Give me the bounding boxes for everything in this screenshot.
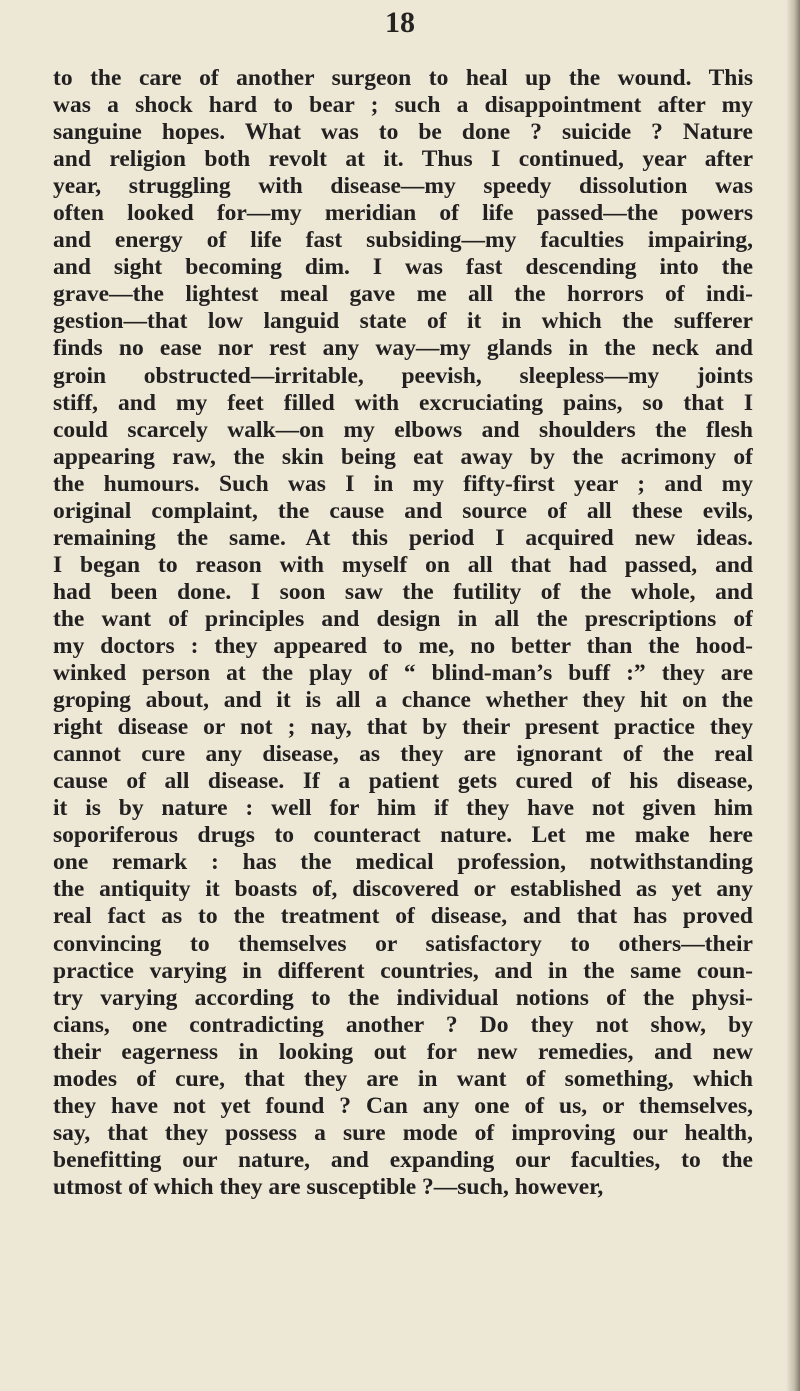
text-line: appearing raw, the skin being eat away by the acrimony of [53,443,753,470]
text-line: the want of principles and design in all the prescriptions of [53,605,753,632]
text-line: often looked for—my meridian of life passed—the powers [53,200,753,227]
text-line: say, that they possess a sure mode of improving our health, [53,1119,753,1146]
text-line: their eagerness in looking out for new remedies, and new [53,1038,753,1065]
text-line: modes of cure, that they are in want of something, which [53,1065,753,1092]
text-line: grave—the lightest meal gave me all the horrors of indi- [53,281,753,308]
body-text [53,65,753,1201]
text-line: one remark : has the medical profession, notwithstanding [53,849,753,876]
text-line: was a shock hard to bear ; such a disappointment after my [53,92,753,119]
text-line: my doctors : they appeared to me, no better than the hood- [53,632,753,659]
text-line: cause of all disease. If a patient gets cured of his disease, [53,768,753,795]
text-line: to the care of another surgeon to heal up the wound. This [53,65,753,91]
text-line: practice varying in different countries, and in the same coun- [53,957,753,984]
text-line: the antiquity it boasts of, discovered or established as yet any [53,876,753,903]
text-line: the humours. Such was I in my fifty-first year ; and my [53,470,753,497]
text-line: could scarcely walk—on my elbows and shoulders the flesh [53,416,753,443]
text-line: finds no ease nor rest any way—my glands in the neck and [53,335,753,362]
page-number: 18 [385,6,415,39]
text-line: cannot cure any disease, as they are ignorant of the real [53,741,753,768]
text-line: and energy of life fast subsiding—my faculties impairing, [53,227,753,254]
text-line: it is by nature : well for him if they have not given him [53,795,753,822]
text-line: remaining the same. At this period I acquired new ideas. [53,524,753,551]
page-edge-shadow [786,0,800,1391]
text-line: sanguine hopes. What was to be done ? suicide ? Nature [53,119,753,146]
text-line: cians, one contradicting another ? Do they not show, by [53,1011,753,1038]
text-line: they have not yet found ? Can any one of us, or themselves, [53,1092,753,1119]
text-line: groin obstructed—irritable, peevish, sleepless—my joints [53,362,753,389]
text-line: real fact as to the treatment of disease, and that has proved [53,903,753,930]
text-line: and sight becoming dim. I was fast descending into the [53,254,753,281]
text-line: year, struggling with disease—my speedy dissolution was [53,173,753,200]
text-line: original complaint, the cause and source of all these evils, [53,497,753,524]
text-line: benefitting our nature, and expanding our faculties, to the [53,1146,753,1173]
text-line: and religion both revolt at it. Thus I continued, year after [53,146,753,173]
text-line: utmost of which they are susceptible ?—such, however, [53,1173,604,1200]
text-line: stiff, and my feet filled with excruciating pains, so that I [53,389,753,416]
text-line: try varying according to the individual notions of the physi- [53,984,753,1011]
text-line: convincing to themselves or satisfactory to others—their [53,930,753,957]
text-line: groping about, and it is all a chance whether they hit on the [53,687,753,714]
text-line: had been done. I soon saw the futility of the whole, and [53,578,753,605]
text-line: I began to reason with myself on all that had passed, and [53,551,753,578]
text-line: gestion—that low languid state of it in which the sufferer [53,308,753,335]
text-line: right disease or not ; nay, that by their present practice they [53,714,753,741]
text-line: winked person at the play of “ blind-man’s buff :” they are [53,660,753,687]
text-line: soporiferous drugs to counteract nature. Let me make here [53,822,753,849]
